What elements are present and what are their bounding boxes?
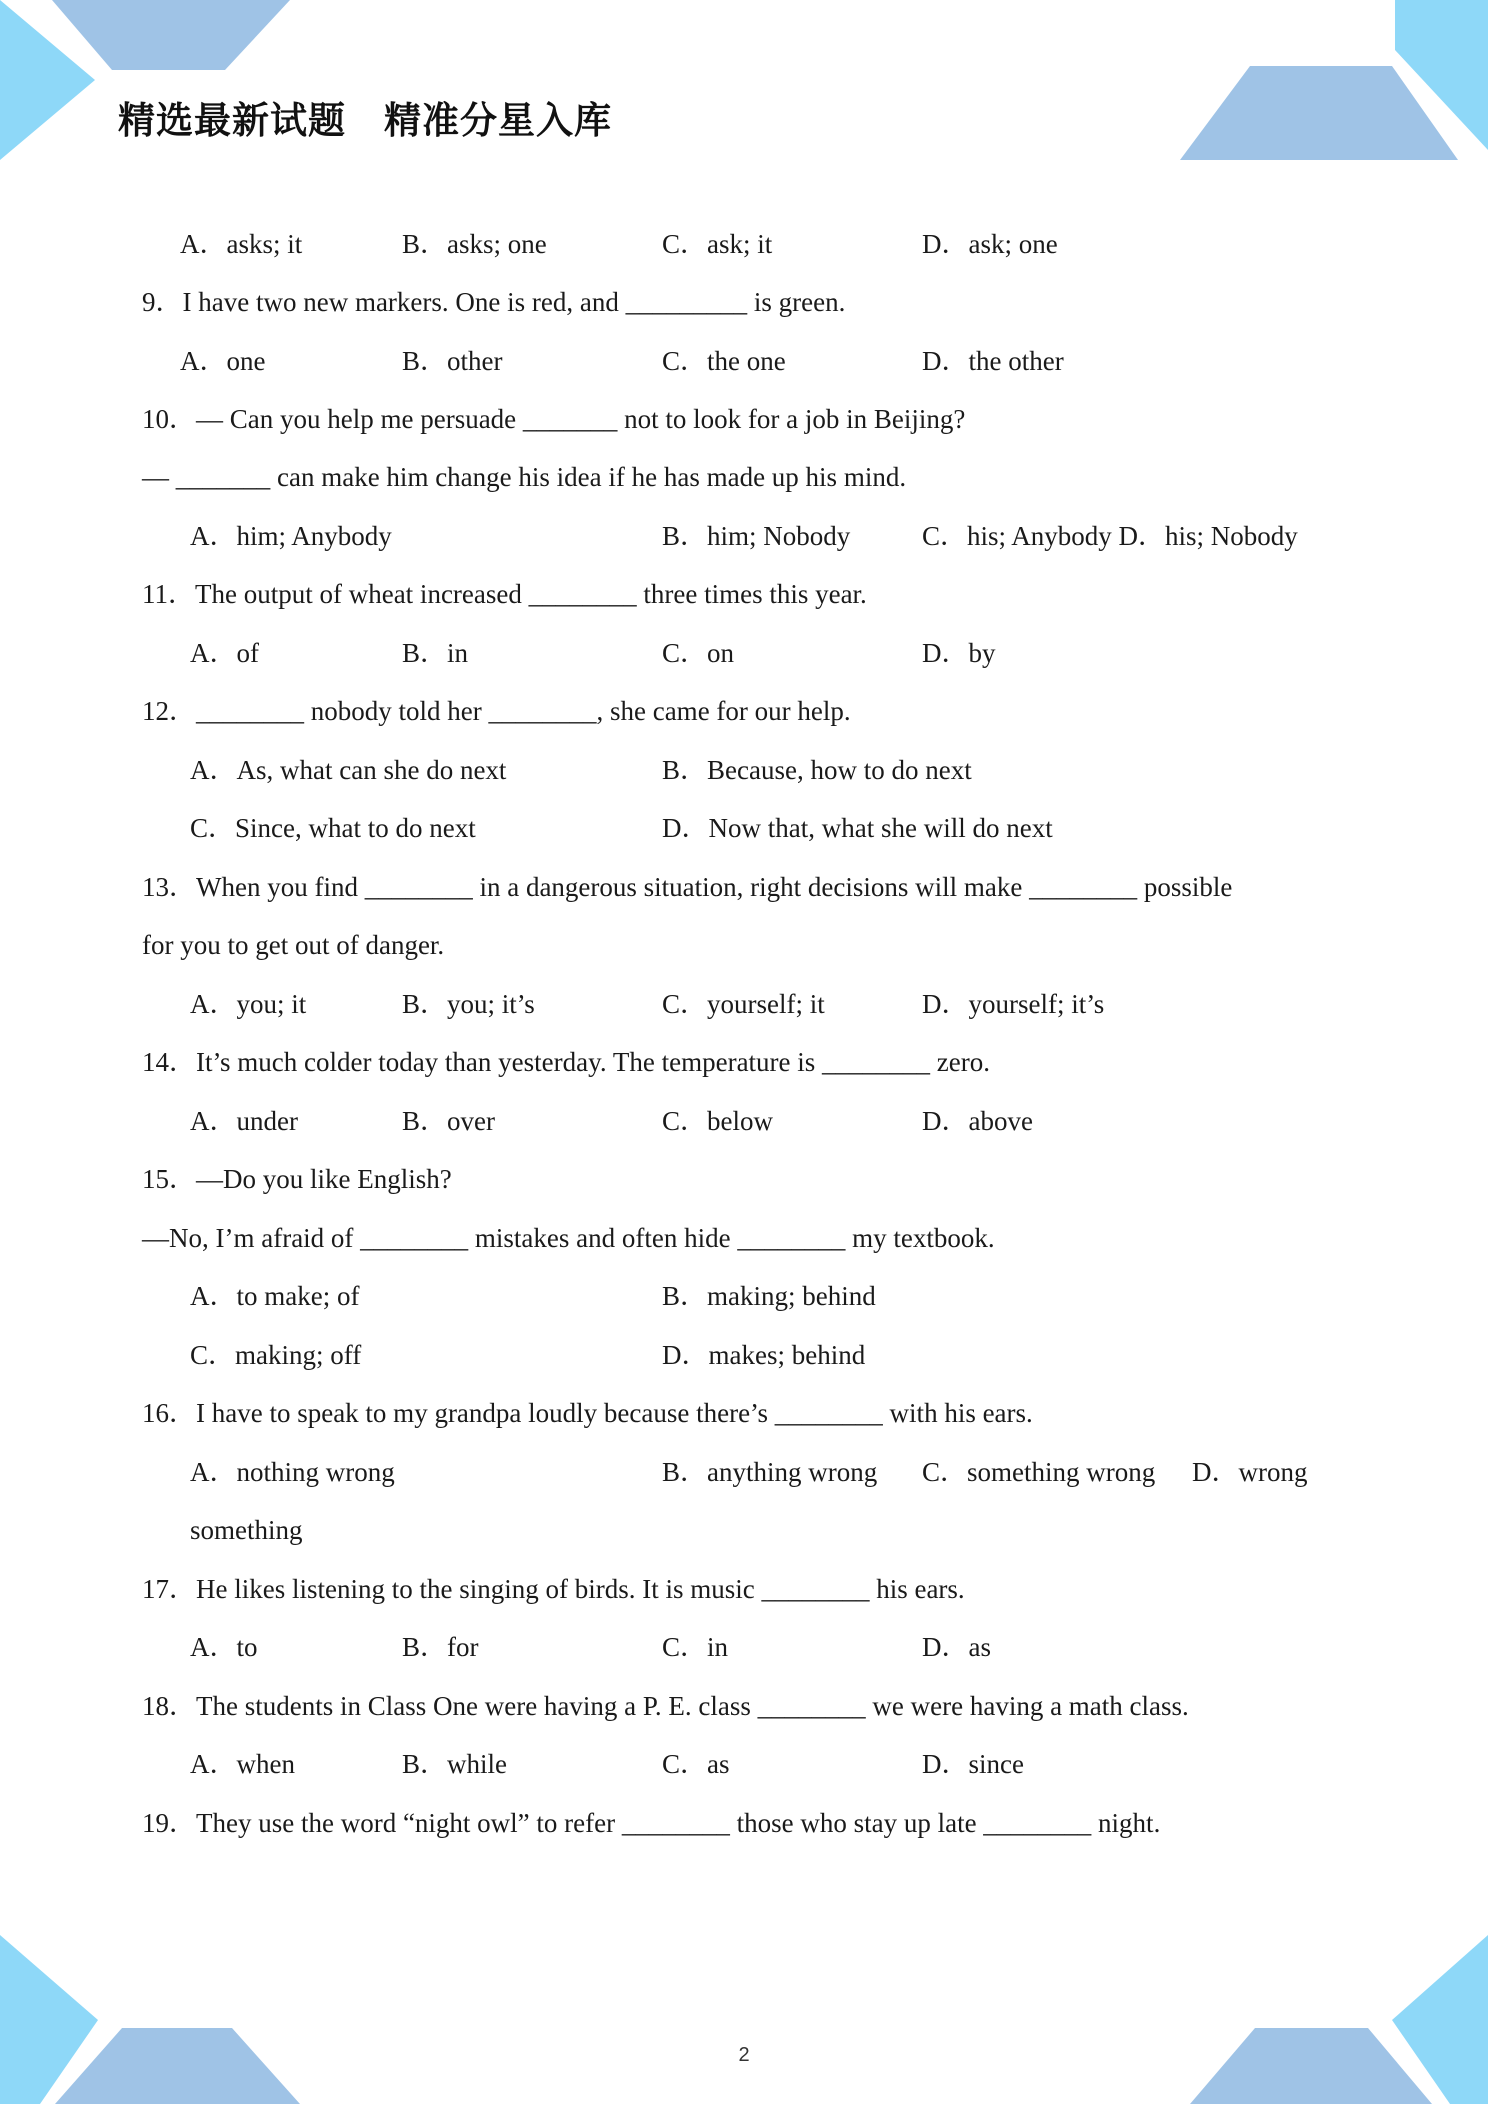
option-16-a: A．nothing wrong (190, 1457, 395, 1487)
question-16: 16．I have to speak to my grandpa loudly because there’s ________ with his ears. (142, 1398, 1033, 1428)
option-11-b: B．in (402, 638, 469, 668)
top-right-trapezoid (1180, 66, 1458, 160)
header-title: 精选最新试题 精准分星入库 (118, 99, 612, 142)
option-18-b: B．while (402, 1749, 507, 1779)
option-16-d-continued: something (190, 1515, 303, 1545)
option-16-b: B．anything wrong (662, 1457, 878, 1487)
option-9-b: B．other (402, 346, 503, 376)
option-18-a: A．when (190, 1749, 295, 1779)
question-10: 10．— Can you help me persuade _______ not to look for a job in Beijing? (142, 404, 966, 434)
option-14-d: D．above (922, 1106, 1033, 1136)
question-19: 19．They use the word “night owl” to refer ________ those who stay up late ________ night. (142, 1808, 1161, 1838)
option-10-a: A．him; Anybody (190, 521, 392, 551)
option-13-b: B．you; it’s (402, 989, 535, 1019)
option-8-a: A．asks; it (180, 229, 303, 259)
option-15-d: D．makes; behind (662, 1340, 866, 1370)
question-12: 12．________ nobody told her ________, she came for our help. (142, 696, 851, 726)
question-14: 14．It’s much colder today than yesterday. The temperature is ________ zero. (142, 1047, 990, 1077)
option-12-d: D．Now that, what she will do next (662, 813, 1053, 843)
question-11: 11．The output of wheat increased ________ three times this year. (142, 579, 867, 609)
option-16-c: C．something wrong (922, 1457, 1156, 1487)
option-8-d: D．ask; one (922, 229, 1058, 259)
option-13-a: A．you; it (190, 989, 307, 1019)
option-8-b: B．asks; one (402, 229, 547, 259)
option-9-d: D．the other (922, 346, 1064, 376)
option-10-b: B．him; Nobody (662, 521, 851, 551)
question-17: 17．He likes listening to the singing of birds. It is music ________ his ears. (142, 1574, 965, 1604)
option-14-c: C．below (662, 1106, 773, 1136)
option-12-a: A．As, what can she do next (190, 755, 507, 785)
option-18-c: C．as (662, 1749, 730, 1779)
option-15-b: B．making; behind (662, 1281, 876, 1311)
option-12-b: B．Because, how to do next (662, 755, 972, 785)
option-17-c: C．in (662, 1632, 729, 1662)
page-number: 2 (738, 2044, 750, 2066)
top-left-trapezoid (52, 0, 290, 70)
option-10-cd: C．his; Anybody D．his; Nobody (922, 521, 1298, 551)
option-12-c: C．Since, what to do next (190, 813, 476, 843)
question-18: 18．The students in Class One were having a P. E. class ________ we were having a math class. (142, 1691, 1189, 1721)
option-11-a: A．of (190, 638, 259, 668)
option-16-d: D．wrong (1192, 1457, 1308, 1487)
option-8-c: C．ask; it (662, 229, 773, 259)
option-17-a: A．to (190, 1632, 258, 1662)
option-11-c: C．on (662, 638, 735, 668)
option-11-d: D．by (922, 638, 996, 668)
question-9: 9．I have two new markers. One is red, and _________ is green. (142, 287, 846, 317)
question-13-continued: for you to get out of danger. (142, 930, 445, 960)
option-9-c: C．the one (662, 346, 786, 376)
question-15: 15．—Do you like English? (142, 1164, 452, 1194)
option-18-d: D．since (922, 1749, 1024, 1779)
option-15-a: A．to make; of (190, 1281, 360, 1311)
question-13: 13．When you find ________ in a dangerous situation, right decisions will make ________ possible (142, 872, 1233, 902)
option-14-b: B．over (402, 1106, 495, 1136)
option-17-d: D．as (922, 1632, 991, 1662)
option-14-a: A．under (190, 1106, 298, 1136)
question-15-response: —No, I’m afraid of ________ mistakes and often hide ________ my textbook. (142, 1223, 995, 1253)
question-10-response: — _______ can make him change his idea if he has made up his mind. (142, 462, 907, 492)
option-17-b: B．for (402, 1632, 479, 1662)
option-9-a: A．one (180, 346, 266, 376)
option-15-c: C．making; off (190, 1340, 362, 1370)
option-13-d: D．yourself; it’s (922, 989, 1105, 1019)
option-13-c: C．yourself; it (662, 989, 825, 1019)
